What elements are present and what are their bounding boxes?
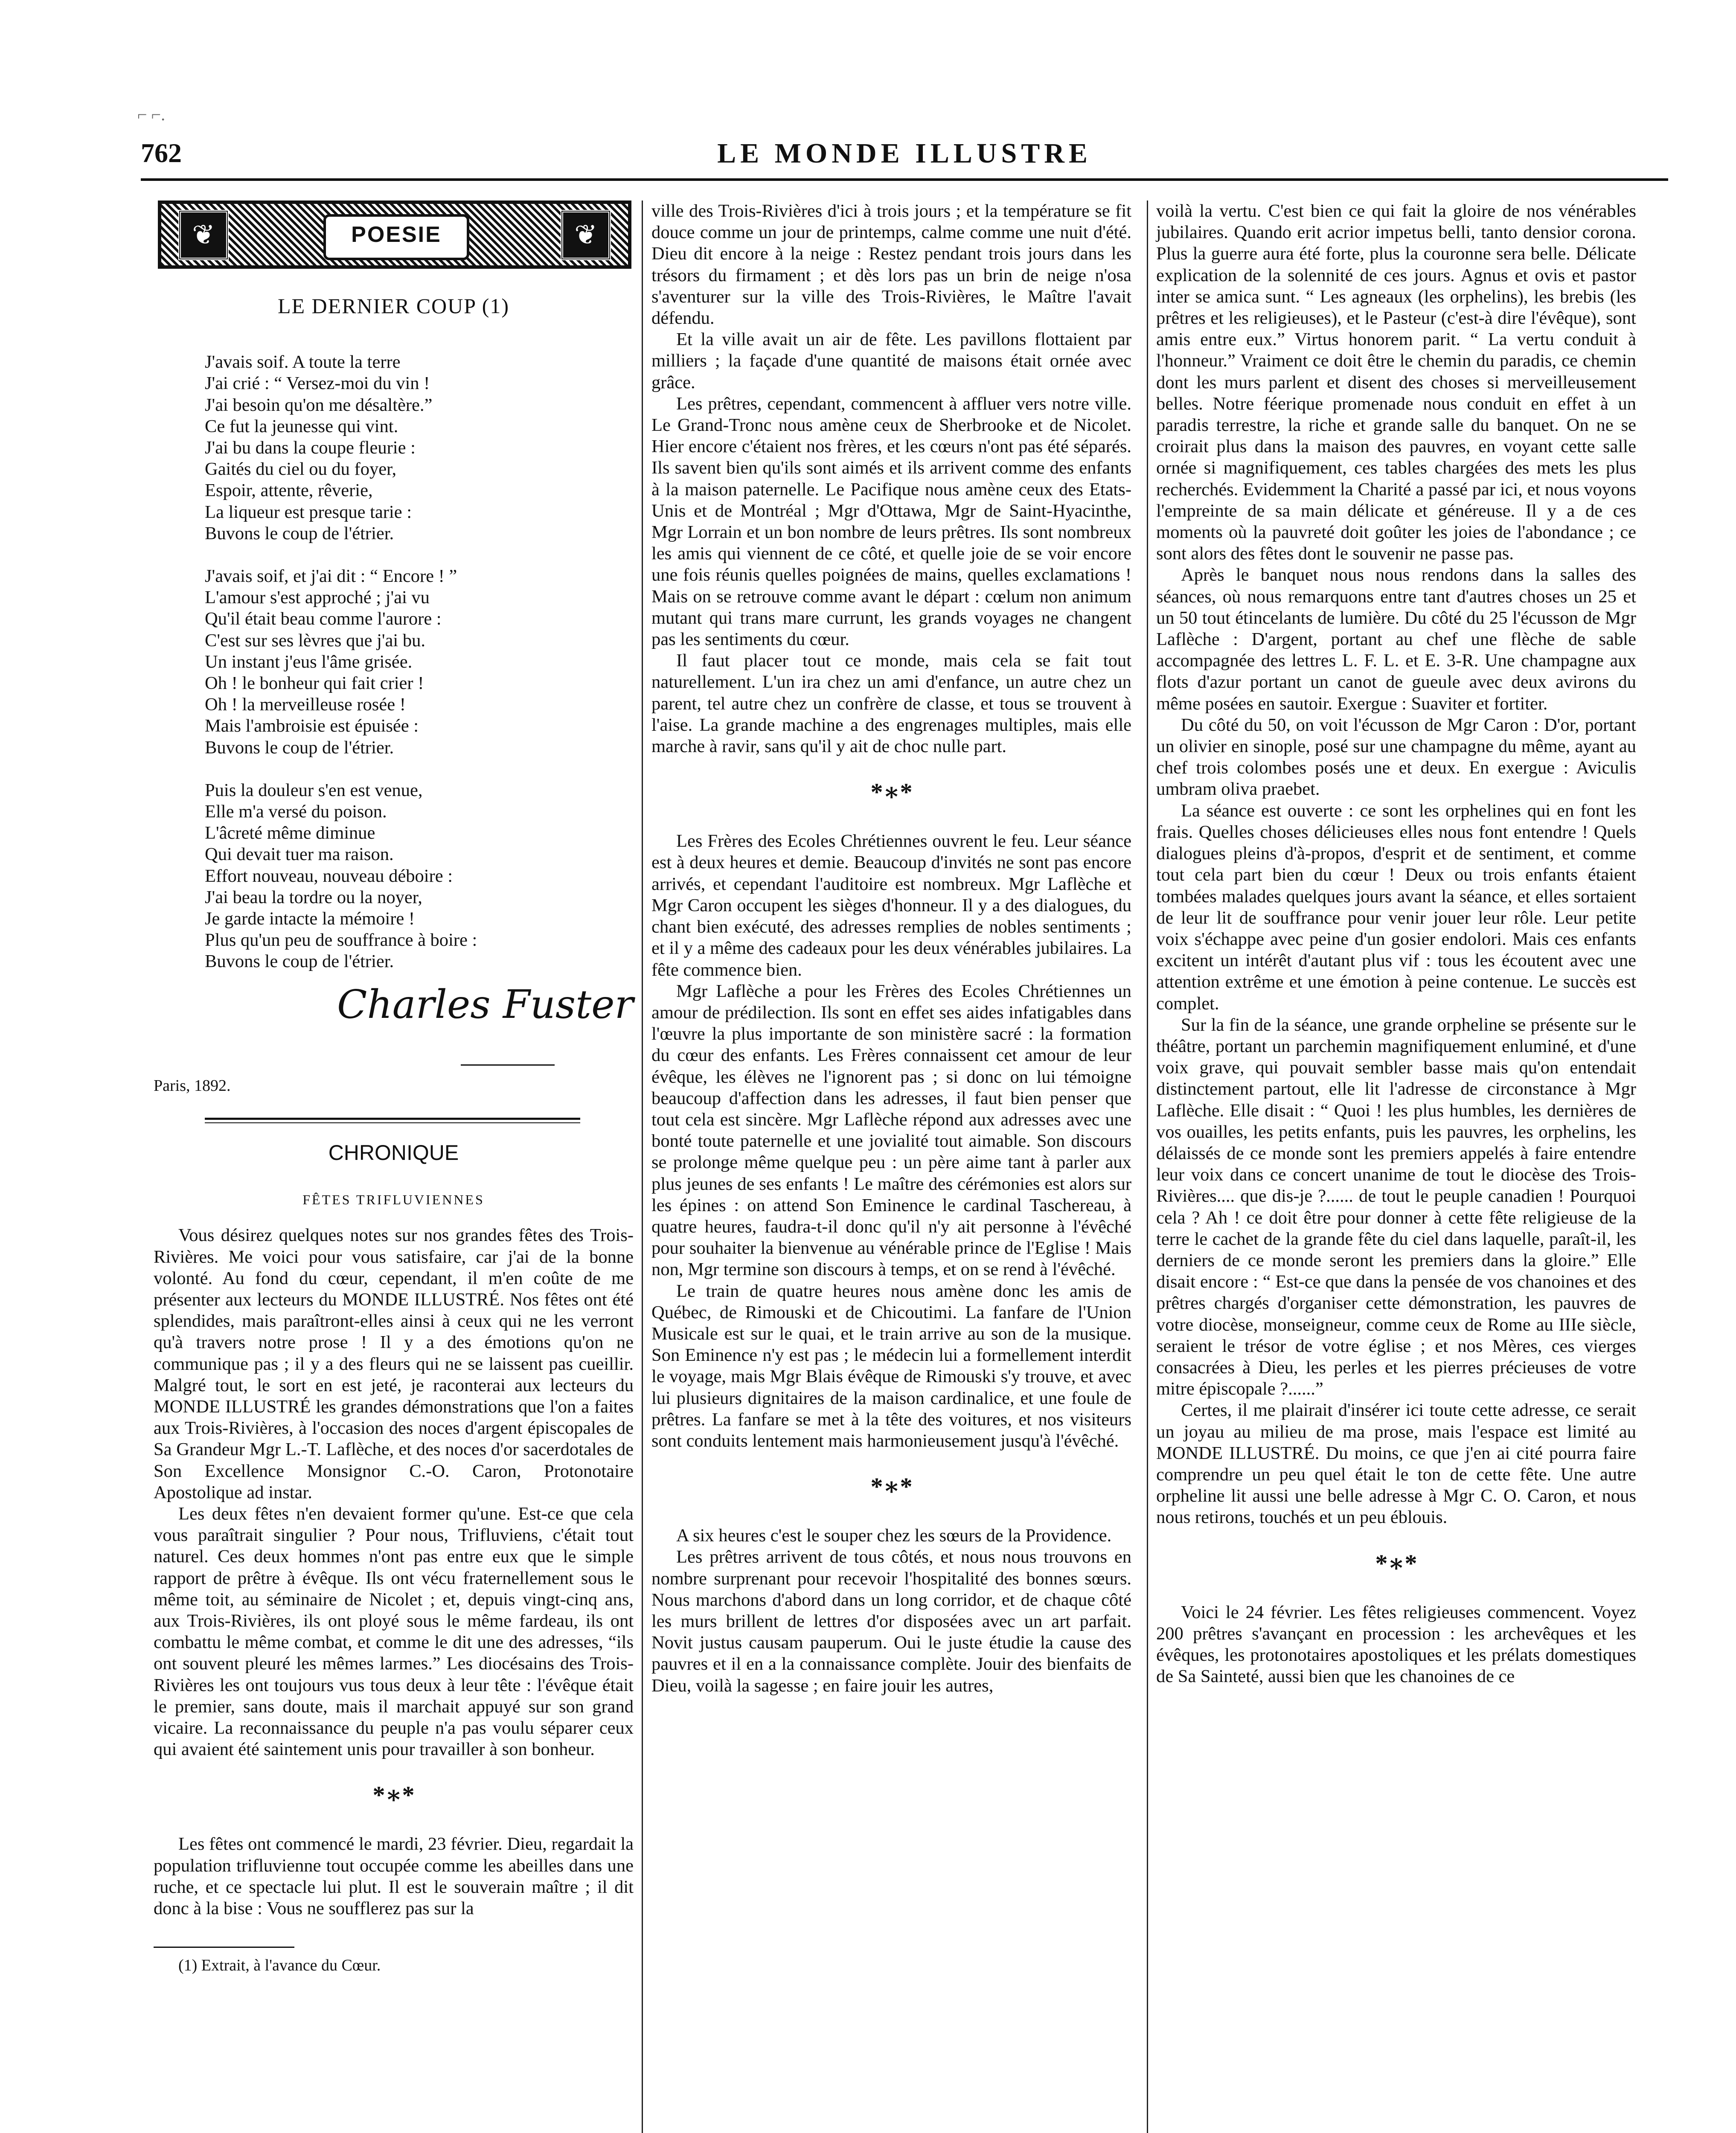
poem-line: Ce fut la jeunesse qui vint.: [205, 416, 398, 436]
paragraph: Certes, il me plairait d'insérer ici toute cette adresse, ce serait un joyau au milieu de ma prose, mais l'espace est limité au MONDE ILLUSTRÉ. Du moins, ce que j'en ai cité pourra faire comprendre un peu quel était le ton de cette fête. Une autre orpheline lit aussi une belle adresse à Mgr C. O. Caron, et nous nous retirons, touchés et un peu éblouis.: [1156, 1400, 1636, 1528]
page-header: [141, 137, 1668, 176]
poem-line: J'avais soif, et j'ai dit : “ Encore ! ”: [205, 566, 457, 587]
paragraph: Les fêtes ont commencé le mardi, 23 février. Dieu, regardait la population trifluvienne tout occupée comme les abeilles dans une ruche, et ce spectacle lui plut. Il est le souverain maître ; il dit donc à la bise : Vous ne soufflerez pas sur la: [154, 1834, 634, 1918]
poem-line: Buvons le coup de l'étrier.: [205, 737, 394, 758]
poem-stanza: [205, 566, 634, 758]
poem-line: Qu'il était beau comme l'aurore :: [205, 609, 442, 629]
poem-line: J'ai bu dans la coupe fleurie :: [205, 438, 416, 458]
poem-line: J'ai besoin qu'on me désaltère.”: [205, 395, 433, 415]
poem-line: J'avais soif. A toute la terre: [205, 352, 401, 372]
paragraph: Il faut placer tout ce monde, mais cela se fait tout naturellement. L'un ira chez un ami d'enfance, un autre chez un parent, tel autre chez un confrère de classe, et tous se trouvent à l'aise. La grande machine a des engrenages multiples, mais elle marche à ravir, sans qu'il y ait de choc nulle part.: [651, 651, 1131, 757]
poem-line: Gaités du ciel ou du foyer,: [205, 459, 397, 479]
paragraph: Les prêtres, cependant, commencent à affluer vers notre ville. Le Grand-Tronc nous amène ceux de Sherbrooke et de Nicolet. Hier encore c'étaient nos frères, et les cœurs n'ont pas été séparés. Ils savent bien qu'ils sont aimés et ils arrivent comme des enfants à la maison paternelle. Le Pacifique nous amène ceux des Etats-Unis et de Montréal ; Mgr d'Ottawa, Mgr de Saint-Hyacinthe, Mgr Lorrain et un bon nombre de leurs prêtres. Ils sont nombreux les amis qui viennent de ce côté, et quelle joie de se voir encore une fois réunis quelles poignées de mains, quelles exclamations ! Mais on se retrouve comme avant le départ : cœlum non animum mutant qui trans mare currunt, les grands voyages ne changent pas les sentiments du cœur.: [651, 393, 1131, 650]
page-number: 762: [141, 138, 182, 168]
paragraph: Du côté du 50, on voit l'écusson de Mgr Caron : D'or, portant un olivier en sinople, posé sur une champagne du même, ayant au chef trois colombes posés une et deux. En exergue : Aviculis umbram oliva praebet.: [1156, 715, 1636, 799]
margin-mark: ⌐ ⌐.: [137, 105, 166, 124]
column-1: [154, 201, 634, 1976]
chronique-subtitle: FÊTES TRIFLUVIENNES: [302, 1192, 485, 1208]
paragraph: Sur la fin de la séance, une grande orpheline se présente sur le théâtre, portant un parchemin magnifiquement enluminé, et d'une voix grave, qui pouvait sembler basse mais qu'on entendait distinctement partout, elle lit l'adresse de circonstance à Mgr Laflèche. Elle disait : “ Quoi ! les plus humbles, les dernières de vos ouailles, les petits enfants, puis les pauvres, les orphelins, les délaissés de ce monde sont les premiers appelés à faire entendre leur voix dans ce concert unanime de tout le diocèse des Trois-Rivières.... que dis-je ?...... de tout le peuple canadien ! Pourquoi cela ? Ah ! ce doit être pour donner à cette fête religieuse de la terre le cachet de la grande fête du ciel dans laquelle, paraît-il, les derniers de ce monde seront les premiers dans la gloire.” Elle disait encore : “ Est-ce que dans la pensée de vos chanoines et des prêtres chargés d'organiser cette démonstration, les pauvres de votre diocèse, monseigneur, comme ceux de Rome au IIIe siècle, seraient le trésor de votre église ; et nos Mères, ces vierges consacrées à Dieu, les perles et les pierres précieuses de votre mitre épiscopale ?......”: [1156, 1014, 1636, 1399]
paragraph: Vous désirez quelques notes sur nos grandes fêtes des Trois-Rivières. Me voici pour vous satisfaire, car j'ai de la bonne volonté. Au fond du cœur, cependant, il m'en coûte de me présenter aux lecteurs du MONDE ILLUSTRÉ. Nos fêtes ont été splendides, mais paraîtront-elles ainsi à ceux qui ne les verront qu'à travers notre prose ! Il y a des émotions qu'on ne communique pas ; il y a des fleurs qui ne se laissent pas cueillir. Malgré tout, le sort en est jeté, je raconterai aux lecteurs du MONDE ILLUSTRÉ les grandes démonstrations que l'on a faites aux Trois-Rivières, à l'occasion des noces d'argent épiscopales de Sa Grandeur Mgr L.-T. Laflèche, et des noces d'or sacerdotales de Son Excellence Monsignor C.-O. Caron, Protonotaire Apostolique ad instar.: [154, 1225, 634, 1502]
ornament-icon: ❦: [561, 210, 611, 260]
paragraph: La séance est ouverte : ce sont les orphelines qui en font les frais. Quelles choses délicieuses elles nous font entendre ! Quels dialogues pleins d'à-propos, d'esprit et de sentiment, et comme tout cela part bien du cœur ! Deux ou trois enfants étaient tombées malades quelques jours avant la séance, et elles sortaient de leur lit de souffrance pour venir jouer leur rôle. Leur petite voix s'échappe avec peine d'un gosier endolori. Mais ces enfants excitent un intérêt d'autant plus vif : tous les écoutent avec une attention extrême et une émotion à peine contenue. Le succès est complet.: [1156, 800, 1636, 1014]
section-rule: [205, 1118, 580, 1123]
poem-line: L'âcreté même diminue: [205, 823, 375, 843]
poem-line: Qui devait tuer ma raison.: [205, 844, 394, 865]
poem-line: La liqueur est presque tarie :: [205, 502, 412, 522]
column-divider: [642, 201, 643, 2133]
journal-title: LE MONDE ILLUSTRE: [717, 138, 1092, 169]
poem-line: Buvons le coup de l'étrier.: [205, 951, 394, 972]
paragraph: Après le banquet nous nous rendons dans la salles des séances, où nous remarquons entre tant d'autres choses un 25 et un 50 tout étincelants de lumière. Du côté du 25 l'écusson de Mgr Laflèche : D'argent, portant au chef une flèche de sable accompagnée des lettres L. F. L. et E. 3-R. Une champagne aux flots d'azur portant un canot de gueule avec deux avirons du même posées en sautoir. Exergue : Suaviter et fortiter.: [1156, 565, 1636, 714]
paragraph: Les prêtres arrivent de tous côtés, et nous nous trouvons en nombre surprenant pour recevoir l'hospitalité des bonnes sœurs. Nous marchons d'abord dans un long corridor, et de chaque côté les murs brillent de lettres d'or disposées avec un art parfait. Novit justus causam pauperum. Oui le juste étudie la cause des pauvres et il en a la connaissance complète. Jouir des bienfaits de Dieu, voilà la sagesse ; en faire jouir les autres,: [651, 1547, 1131, 1696]
paragraph: A six heures c'est le souper chez les sœurs de la Providence.: [676, 1526, 1112, 1546]
paragraph: Et la ville avait un air de fête. Les pavillons flottaient par milliers ; la façade d'une quantité de maisons était ornée avec grâce.: [651, 329, 1131, 392]
poem-line: J'ai beau la tordre ou la noyer,: [205, 887, 422, 907]
poem-line: Plus qu'un peu de souffrance à boire :: [205, 930, 477, 950]
paragraph: voilà la vertu. C'est bien ce qui fait la gloire de nos vénérables jubilaires. Quando erit acrior impetus belli, tanto densior corona. Plus la guerre aura été forte, plus la couronne sera belle. Délicate explication de la solennité de ces jours. Agnus et ovis et pastor inter se amica sunt. “ Les agneaux (les orphelins), les brebis (les prêtres et les religieuses), et le Pasteur (c'est-à dire l'évêque), sont amis entre eux.” Virtus honorem parit. “ La vertu conduit à l'honneur.” Vraiment ce doit être le chemin du paradis, ce chemin dont les murs parlent et disent des choses si merveilleusement belles. Notre féerique promenade nous conduit en effet à un paradis terrestre, la riche et grande salle du banquet. On ne se croirait plus dans la maison des pauvres, en voyant cette salle ornée si magnifiquement, ces tables chargées des mets les plus recherchés. Evidemment la Charité a passé par ici, et nous voyons l'empreinte de sa main délicate et généreuse. Il y a de ces moments où la pauvreté doit goûter les joies de l'abondance ; ce sont alors des fêtes dont le souvenir ne passe pas.: [1156, 201, 1636, 564]
poem-line: C'est sur ses lèvres que j'ai bu.: [205, 630, 425, 651]
signature: [337, 981, 634, 1066]
section-separator: *∗*: [372, 1781, 415, 1809]
poem-line: Buvons le coup de l'étrier.: [205, 523, 394, 543]
poem-line: L'amour s'est approché ; j'ai vu: [205, 587, 430, 608]
poem-line: Puis la douleur s'en est venue,: [205, 780, 423, 800]
poem-title: LE DERNIER COUP (1): [277, 294, 510, 318]
poesie-banner: [158, 201, 631, 269]
section-separator: *∗*: [870, 1473, 913, 1501]
poem-stanza: [205, 352, 634, 544]
section-separator: *∗*: [870, 778, 913, 806]
footnote-rule: [154, 1947, 294, 1948]
paragraph: Les deux fêtes n'en devaient former qu'une. Est-ce que cela vous paraîtrait singulier ? Pour nous, Trifluviens, c'était tout naturel. Ces deux hommes n'ont pas entre eux que le simple rapport de prêtre à évêque. Ils ont vécu fraternellement sous le même toit, au séminaire de Nicolet ; et, depuis vingt-cinq ans, aux Trois-Rivières, ils ont ployé sous le même fardeau, ils ont combattu le même combat, et comme le dit une des adresses, “ils ont souvent pleuré les mêmes larmes.” Les diocésains des Trois-Rivières les ont toujours vus tous deux à leur tête : l'évêque était le premier, sans doute, mais il marchait appuyé sur son grand vicaire. La reconnaissance du peuple n'a pas voulu séparer ceux qui avaient été saintement unis pour travailler à son bonheur.: [154, 1503, 634, 1760]
poem-line: Effort nouveau, nouveau déboire :: [205, 866, 453, 886]
paragraph: ville des Trois-Rivières d'ici à trois jours ; et la température se fit douce comme un jour de printemps, calme comme une nuit d'été. Dieu dit encore à la neige : Restez pendant trois jours dans les trésors du firmament ; et dès lors pas un brin de neige n'osa s'aventurer sur la ville des Trois-Rivières, le Maître l'avait défendu.: [651, 201, 1131, 328]
place-date: Paris, 1892.: [154, 1076, 231, 1095]
signature-underline: [461, 1064, 555, 1066]
paragraph: Mgr Laflèche a pour les Frères des Ecoles Chrétiennes un amour de prédilection. Ils sont en effet ses aides infatigables dans l'œuvre la plus importante de son ministère sacré : la formation du cœur des enfants. Les Frères connaissent cet amour de leur évêque, les élèves ne l'ignorent pas ; si donc on lui témoigne beaucoup d'affection dans les adresses, il faut bien penser que tout cela est sincère. Mgr Laflèche répond aux adresses avec une bonté toute paternelle et une jovialité tout aimable. Son discours se prolonge même quelque peu : un père aime tant à parler aux plus jeunes de ses enfants ! Le maître des cérémonies est alors sur les épines : on attend Son Eminence le cardinal Taschereau, à quatre heures, faudra-t-il donc qu'il n'y ait personne à l'évêché pour souhaiter la bienvenue au vénérable prince de l'Eglise ! Mais non, Mgr termine son discours à temps, et on se rend à l'évêché.: [651, 981, 1131, 1280]
poem: [205, 352, 634, 972]
poem-line: Espoir, attente, rêverie,: [205, 480, 373, 501]
header-rule: [141, 178, 1668, 181]
column-3: [1156, 201, 1636, 1687]
poem-line: Un instant j'eus l'âme grisée.: [205, 651, 413, 672]
signature-text: Charles Fuster: [337, 981, 634, 1027]
poem-line: Oh ! la merveilleuse rosée !: [205, 695, 406, 715]
paragraph: Le train de quatre heures nous amène donc les amis de Québec, de Rimouski et de Chicoutimi. La fanfare de l'Union Musicale est sur le quai, et le train arrive au son de la musique. Son Eminence n'y est pas ; le médecin lui a formellement interdit le voyage, mais Mgr Blais évêque de Rimouski s'y trouve, et avec lui plusieurs dignitaires de la maison cardinalice, et une foule de prêtres. La fanfare se met à la tête des voitures, et nos visiteurs sont conduits lentement mais harmonieusement jusqu'à l'évêché.: [651, 1281, 1131, 1451]
poem-line: Oh ! le bonheur qui fait crier !: [205, 673, 424, 694]
column-divider: [1147, 201, 1148, 2133]
paragraph: Les Frères des Ecoles Chrétiennes ouvrent le feu. Leur séance est à deux heures et demie. Beaucoup d'invités ne sont pas encore arrivés, et cependant l'auditoire est nombreux. Mgr Laflèche et Mgr Caron occupent les sièges d'honneur. Il y a des dialogues, du chant bien exécuté, des adresses remplies de nobles sentiments ; et il y a même des cadeaux pour les deux vénérables jubilaires. La fête commence bien.: [651, 831, 1131, 980]
footnote: (1) Extrait, à l'avance du Cœur.: [178, 1956, 381, 1975]
poem-line: J'ai crié : “ Versez-moi du vin !: [205, 373, 430, 394]
poem-line: Mais l'ambroisie est épuisée :: [205, 716, 419, 736]
poesie-label: POESIE: [323, 214, 469, 260]
chronique-title: CHRONIQUE: [328, 1140, 459, 1165]
poem-line: Je garde intacte la mémoire !: [205, 909, 415, 929]
column-2: [651, 201, 1131, 1697]
paragraph: Voici le 24 février. Les fêtes religieuses commencent. Voyez 200 prêtres s'avançant en procession : les archevêques et les évêques, les protonotaires apostoliques et les prélats domestiques de Sa Sainteté, aussi bien que les chanoines de ce: [1156, 1602, 1636, 1687]
section-separator: *∗*: [1375, 1549, 1417, 1577]
poem-stanza: [205, 780, 634, 973]
poem-line: Elle m'a versé du poison.: [205, 802, 387, 822]
ornament-icon: ❦: [178, 210, 229, 260]
